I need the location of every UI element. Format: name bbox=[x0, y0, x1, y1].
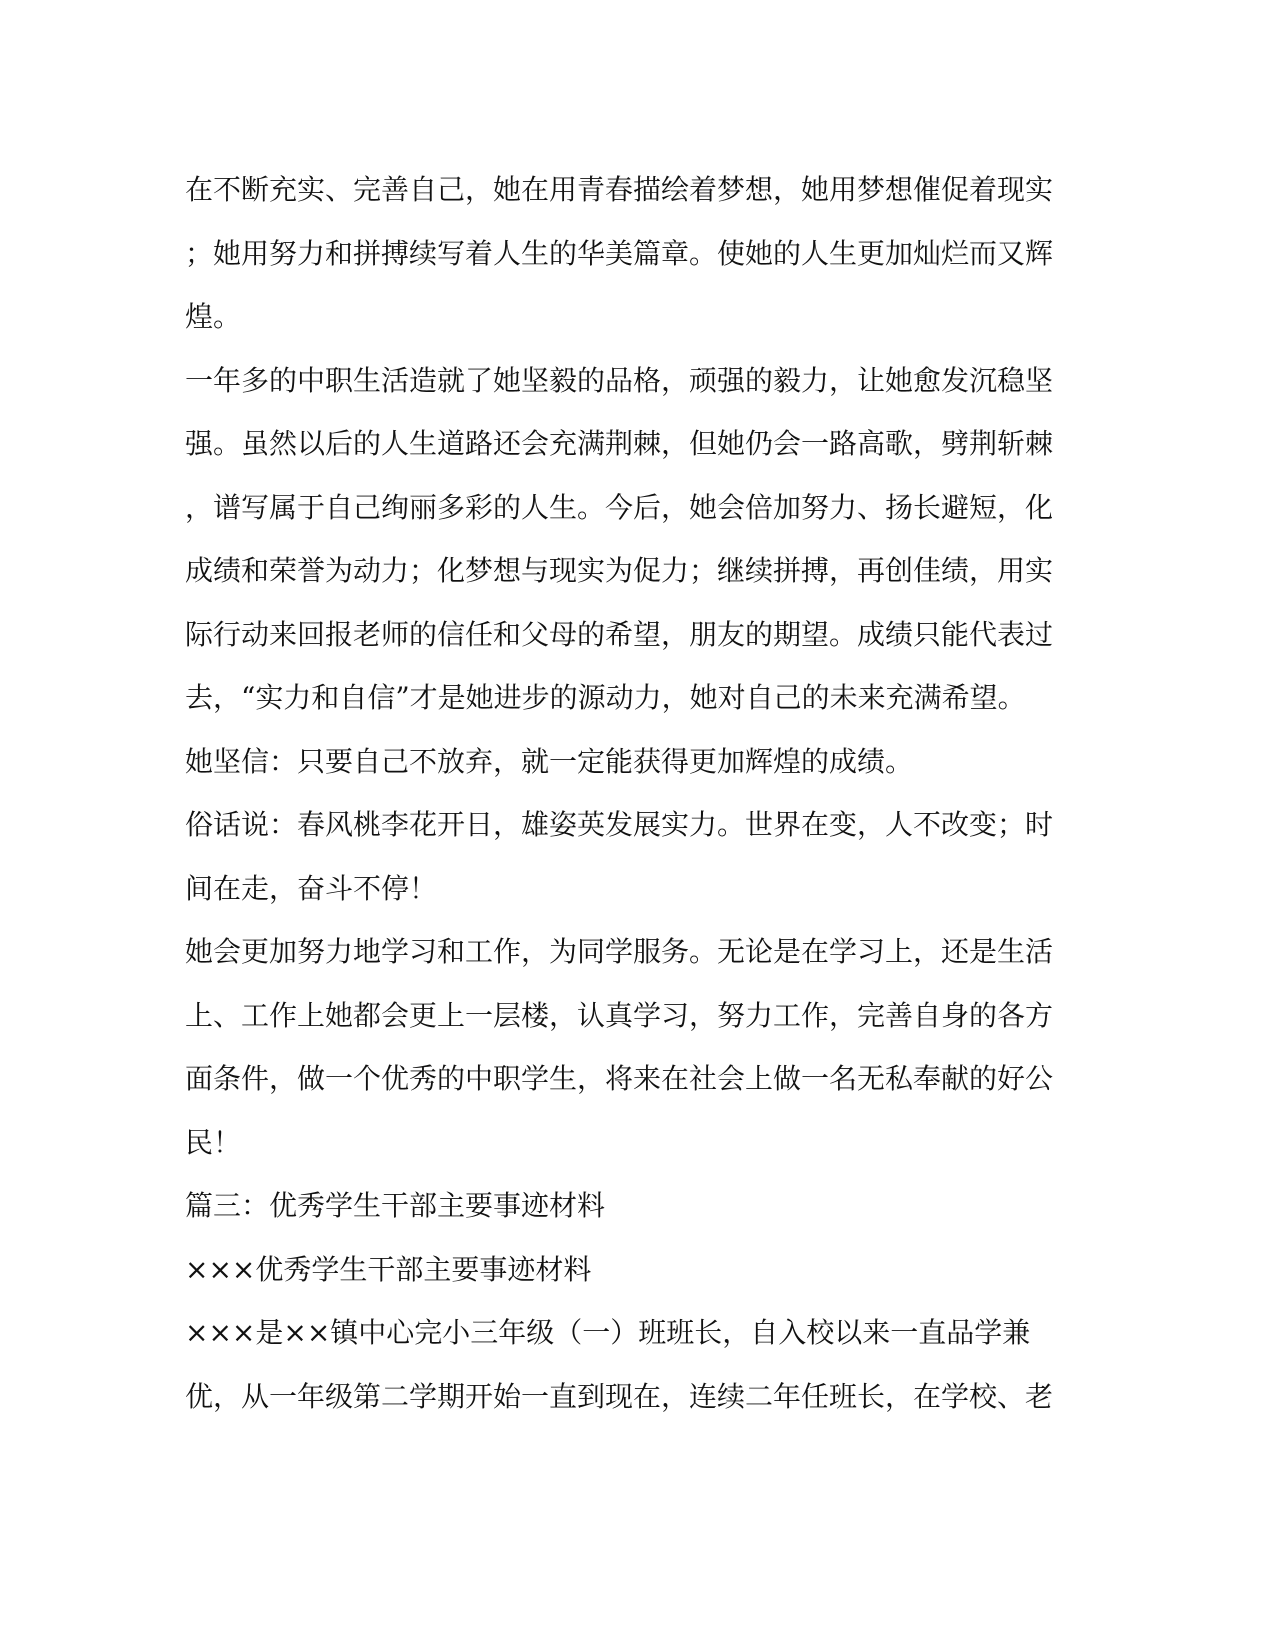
text-line: ×××是××镇中心完小三年级（一）班班长，自入校以来一直品学兼 bbox=[185, 1316, 1031, 1349]
text-line: 面条件，做一个优秀的中职学生，将来在社会上做一名无私奉献的好公 bbox=[185, 1062, 1054, 1095]
text-line: 她坚信：只要自己不放弃，就一定能获得更加辉煌的成绩。 bbox=[185, 744, 914, 778]
text-line: 在不断充实、完善自己，她在用青春描绘着梦想，她用梦想催促着现实 bbox=[185, 173, 1054, 206]
text-line: 强。虽然以后的人生道路还会充满荆棘，但她仍会一路高歌，劈荆斩棘 bbox=[185, 427, 1054, 460]
text-line: 俗话说：春风桃李花开日，雄姿英发展实力。世界在变，人不改变；时 bbox=[185, 808, 1054, 841]
text-line: 际行动来回报老师的信任和父母的希望，朋友的期望。成绩只能代表过 bbox=[185, 617, 1054, 651]
text-line: 间在走，奋斗不停！ bbox=[185, 871, 438, 905]
section-heading: 篇三：优秀学生干部主要事迹材料 bbox=[185, 1189, 606, 1222]
text-line: 民！ bbox=[185, 1125, 242, 1159]
body-text bbox=[185, 158, 1090, 1428]
text-line: 煌。 bbox=[185, 300, 242, 333]
text-line: 成绩和荣誉为动力；化梦想与现实为促力；继续拼搏，再创佳绩，用实 bbox=[185, 554, 1054, 587]
text-line: 优，从一年级第二学期开始一直到现在，连续二年任班长，在学校、老 bbox=[185, 1379, 1054, 1413]
text-line: ，谱写属于自己绚丽多彩的人生。今后，她会倍加努力、扬长避短，化 bbox=[185, 490, 1054, 524]
text-line: ；她用努力和拼搏续写着人生的华美篇章。使她的人生更加灿烂而又辉 bbox=[185, 236, 1054, 270]
text-line: 她会更加努力地学习和工作，为同学服务。无论是在学习上，还是生活 bbox=[185, 935, 1054, 968]
article-title: ×××优秀学生干部主要事迹材料 bbox=[185, 1252, 592, 1286]
text-line: 上、工作上她都会更上一层楼，认真学习，努力工作，完善自身的各方 bbox=[185, 998, 1054, 1032]
text-line: 一年多的中职生活造就了她坚毅的品格，顽强的毅力，让她愈发沉稳坚 bbox=[185, 363, 1054, 397]
text-line: 去，“实力和自信”才是她进步的源动力，她对自己的未来充满希望。 bbox=[185, 681, 1026, 714]
